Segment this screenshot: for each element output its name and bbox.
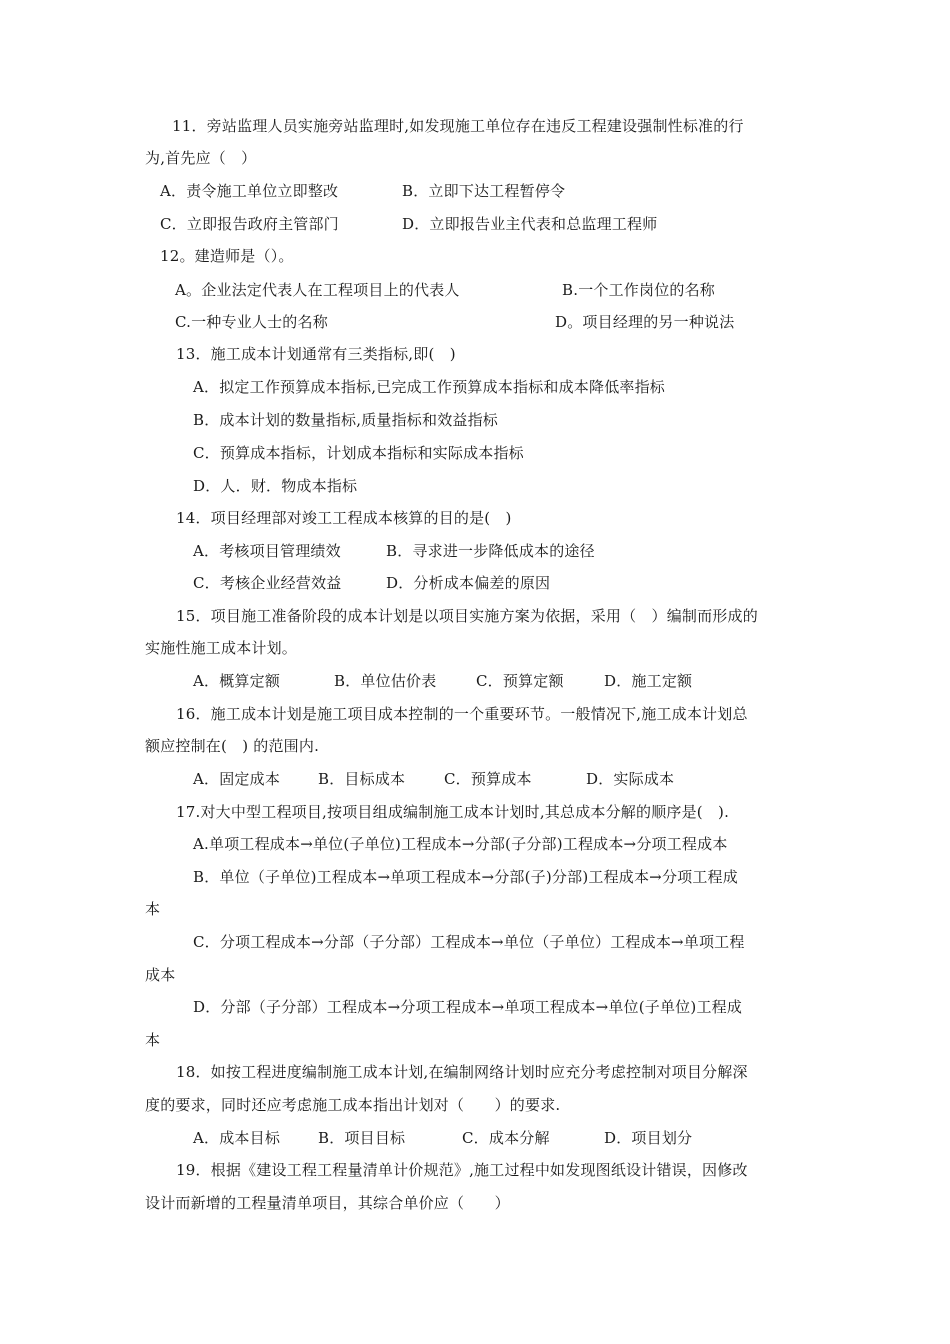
question-11-option-d: D．立即报告业主代表和总监理工程师 [402, 215, 658, 233]
question-11-stem-line-2: 为,首先应（ ） [145, 149, 257, 167]
question-12-option-d: D。项目经理的另一种说法 [555, 313, 735, 331]
question-18-stem-line-2: 度的要求，同时还应考虑施工成本指出计划对（ ）的要求. [145, 1096, 561, 1114]
question-17-option-d-line-2: 本 [145, 1031, 161, 1049]
question-15-stem-line-2: 实施性施工成本计划。 [145, 639, 298, 657]
question-16-option-a: A．固定成本 [193, 770, 281, 788]
question-17-option-b-line-2: 本 [145, 900, 161, 918]
question-17-option-b-line-1: B．单位（子单位)工程成本→单项工程成本→分部(子)分部)工程成本→分项工程成 [193, 868, 738, 886]
question-12-option-b: B.一个工作岗位的名称 [562, 281, 715, 299]
question-12-option-a: A。企业法定代表人在工程项目上的代表人 [175, 281, 460, 299]
question-11-option-c: C．立即报告政府主管部门 [160, 215, 339, 233]
question-11-option-a: A．责令施工单位立即整改 [160, 182, 339, 200]
question-17-option-a: A.单项工程成本→单位(子单位)工程成本→分部(子分部)工程成本→分项工程成本 [193, 835, 728, 853]
question-16-stem-line-1: 16．施工成本计划是施工项目成本控制的一个重要环节。一般情况下,施工成本计划总 [176, 705, 748, 723]
question-19-stem-line-2: 设计而新增的工程量清单项目，其综合单价应（ ） [145, 1194, 510, 1212]
question-12-option-c: C.一种专业人士的名称 [175, 313, 328, 331]
question-13-option-c: C．预算成本指标，计划成本指标和实际成本指标 [193, 444, 524, 462]
question-17-stem: 17.对大中型工程项目,按项目组成编制施工成本计划时,其总成本分解的顺序是( ). [176, 803, 730, 821]
question-14-option-c: C．考核企业经营效益 [193, 574, 342, 592]
question-18-option-b: B．项目目标 [318, 1129, 406, 1147]
question-15-option-c: C．预算定额 [476, 672, 564, 690]
question-14-option-d: D．分析成本偏差的原因 [386, 574, 551, 592]
question-15-option-d: D．施工定额 [604, 672, 693, 690]
question-15-stem-line-1: 15．项目施工准备阶段的成本计划是以项目实施方案为依据，采用（ ）编制而形成的 [176, 607, 758, 625]
question-13-option-b: B．成本计划的数量指标,质量指标和效益指标 [193, 411, 498, 429]
question-13-option-d: D．人．财．物成本指标 [193, 477, 358, 495]
question-13-stem: 13．施工成本计划通常有三类指标,即( ) [176, 345, 456, 363]
question-16-option-b: B．目标成本 [318, 770, 406, 788]
question-14-option-b: B．寻求进一步降低成本的途径 [386, 542, 595, 560]
question-19-stem-line-1: 19．根据《建设工程工程量清单计价规范》,施工过程中如发现图纸设计错误，因修改 [176, 1161, 748, 1179]
question-16-option-c: C．预算成本 [444, 770, 532, 788]
question-12-stem: 12。建造师是（）。 [160, 247, 294, 265]
question-11-stem-line-1: 11．旁站监理人员实施旁站监理时,如发现施工单位存在违反工程建设强制性标准的行 [172, 117, 744, 135]
question-17-option-d-line-1: D．分部（子分部）工程成本→分项工程成本→单项工程成本→单位(子单位)工程成 [193, 998, 743, 1016]
question-16-stem-line-2: 额应控制在( ) 的范围内. [145, 737, 320, 755]
question-18-option-d: D．项目划分 [604, 1129, 693, 1147]
question-16-option-d: D．实际成本 [586, 770, 675, 788]
question-11-option-b: B．立即下达工程暂停令 [402, 182, 566, 200]
question-13-option-a: A．拟定工作预算成本指标,已完成工作预算成本指标和成本降低率指标 [193, 378, 666, 396]
question-15-option-b: B．单位估价表 [334, 672, 437, 690]
question-18-option-a: A．成本目标 [193, 1129, 281, 1147]
question-14-option-a: A．考核项目管理绩效 [193, 542, 341, 560]
question-15-option-a: A．概算定额 [193, 672, 281, 690]
question-18-option-c: C．成本分解 [462, 1129, 550, 1147]
question-17-option-c-line-2: 成本 [145, 966, 176, 984]
question-17-option-c-line-1: C．分项工程成本→分部（子分部）工程成本→单位（子单位）工程成本→单项工程 [193, 933, 745, 951]
question-18-stem-line-1: 18．如按工程进度编制施工成本计划,在编制网络计划时应充分考虑控制对项目分解深 [176, 1063, 748, 1081]
question-14-stem: 14．项目经理部对竣工工程成本核算的目的是( ) [176, 509, 512, 527]
